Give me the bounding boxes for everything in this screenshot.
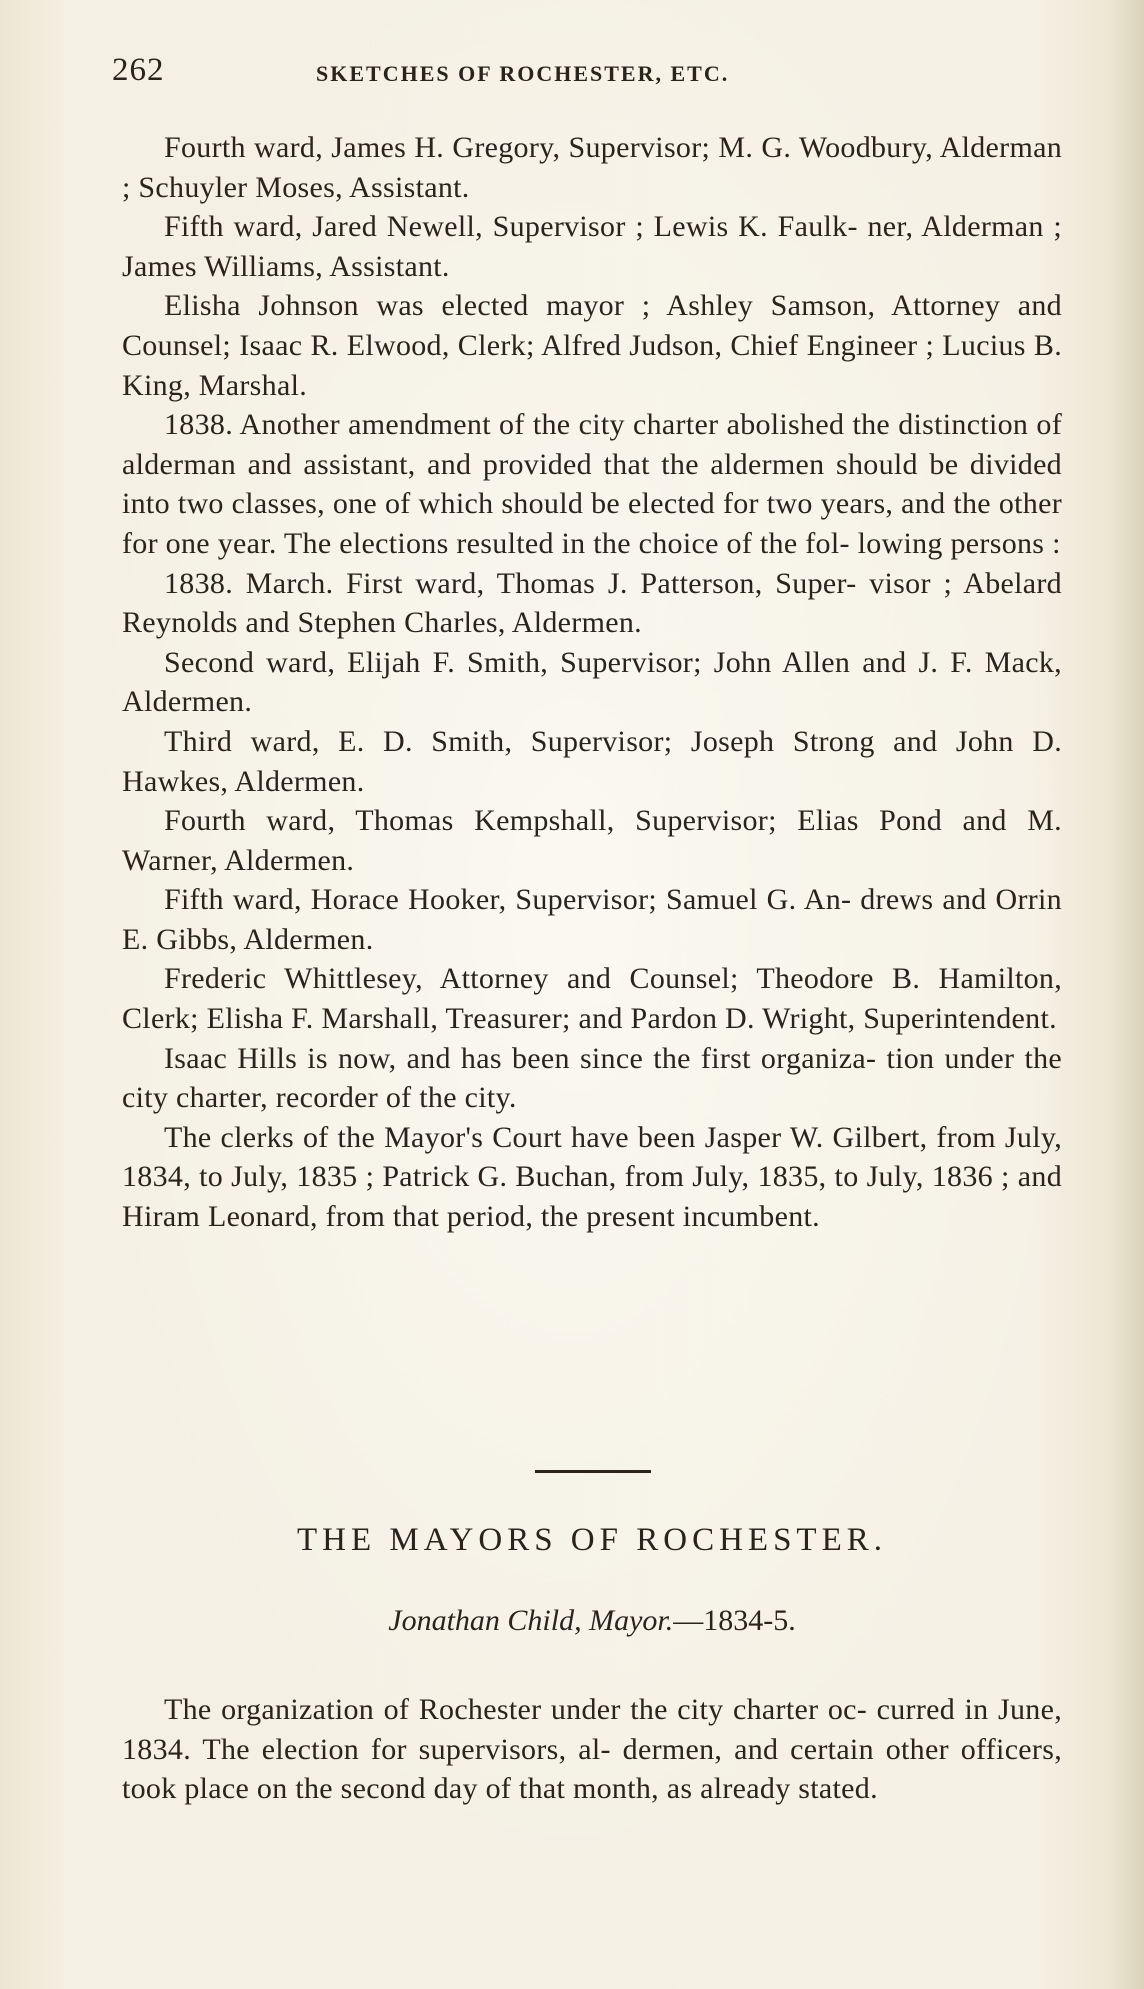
section-subtitle bbox=[122, 1604, 1062, 1638]
paragraph-first-ward-1838: 1838. March. First ward, Thomas J. Patterson, Super- visor ; Abelard Reynolds and Stephen Charles, Aldermen. bbox=[122, 566, 1062, 640]
page-number: 262 bbox=[112, 52, 165, 88]
paragraph-second-ward-1838: Second ward, Elijah F. Smith, Supervisor; John Allen and J. F. Mack, Aldermen. bbox=[122, 645, 1062, 719]
paragraph-mayors-court-clerks: The clerks of the Mayor's Court have been Jasper W. Gilbert, from July, 1834, to July, 1835 ; Patrick G. Buchan, from July, 1835, to July, 1836 ; and Hiram Leonard, from that period, the present incumbent. bbox=[122, 1120, 1062, 1234]
body-text bbox=[122, 128, 1062, 1237]
paragraph-elisha-johnson: Elisha Johnson was elected mayor ; Ashley Samson, Attorney and Counsel; Isaac R. Elwood, Clerk; Alfred Judson, Chief Engineer ; Lucius B. King, Marshal. bbox=[122, 289, 1062, 402]
paragraph-fifth-ward-1837: Fifth ward, Jared Newell, Supervisor ; Lewis K. Faulk- ner, Alderman ; James Williams, Assistant. bbox=[122, 210, 1062, 283]
running-title: SKETCHES OF ROCHESTER, ETC. bbox=[316, 61, 730, 86]
paragraph-city-officers-1838: Frederic Whittlesey, Attorney and Counsel; Theodore B. Hamilton, Clerk; Elisha F. Marshall, Treasurer; and Pardon D. Wright, Superintendent. bbox=[122, 962, 1062, 1036]
paragraph-fourth-ward-1838: Fourth ward, Thomas Kempshall, Supervisor; Elias Pond and M. Warner, Aldermen. bbox=[122, 804, 1062, 877]
subtitle-dates: —1834-5. bbox=[673, 1604, 796, 1637]
paragraph-fifth-ward-1838: Fifth ward, Horace Hooker, Supervisor; Samuel G. An- drews and Orrin E. Gibbs, Aldermen. bbox=[122, 883, 1062, 956]
section-body bbox=[122, 1690, 1062, 1809]
paragraph-recorder: Isaac Hills is now, and has been since the first organiza- tion under the city charter, recorder of the city. bbox=[122, 1041, 1062, 1115]
page-edge-shadow bbox=[1108, 0, 1144, 1989]
paragraph-organization-1834: The organization of Rochester under the city charter oc- curred in June, 1834. The election for supervisors, al- dermen, and certain other officers, took place on the second day of that month, as already stated. bbox=[122, 1693, 1062, 1806]
running-head bbox=[112, 52, 1062, 98]
section-divider-rule bbox=[535, 1470, 651, 1473]
paragraph-third-ward-1838: Third ward, E. D. Smith, Supervisor; Joseph Strong and John D. Hawkes, Aldermen. bbox=[122, 724, 1062, 798]
paragraph-fourth-ward-1837: Fourth ward, James H. Gregory, Supervisor; M. G. Woodbury, Alderman ; Schuyler Moses, Assistant. bbox=[122, 131, 1062, 204]
subtitle-mayor-name: Jonathan Child, Mayor. bbox=[388, 1604, 674, 1637]
section-title: THE MAYORS OF ROCHESTER. bbox=[296, 1522, 888, 1558]
paragraph-1838-amendment: 1838. Another amendment of the city charter abolished the distinction of alderman and assistant, and provided that the aldermen should be divided into two classes, one of which should be elected for two years, and the other for one year. The elections resulted in the choice of the fol- lowing persons : bbox=[122, 408, 1062, 560]
